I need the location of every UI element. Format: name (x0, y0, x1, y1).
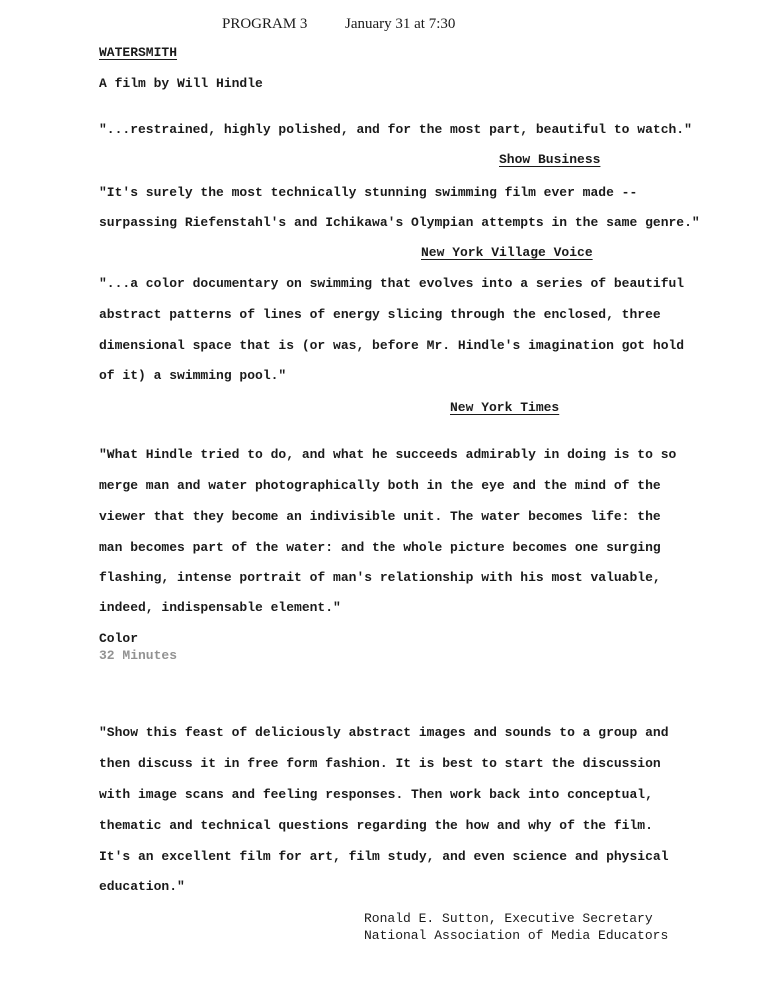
film-color: Color (99, 631, 139, 646)
review-3-line: dimensional space that is (or was, before Mr. Hindle's imagination got hold (99, 338, 685, 353)
program-date: January 31 at 7:30 (345, 16, 456, 32)
recommendation-line: with image scans and feeling responses. Then work back into conceptual, (99, 787, 653, 802)
review-2-source: New York Village Voice (421, 245, 593, 260)
signature-organization: National Association of Media Educators (364, 928, 669, 943)
review-4-line: merge man and water photographically both in the eye and the mind of the (99, 478, 661, 493)
review-4-line: "What Hindle tried to do, and what he succeeds admirably in doing is to so (99, 447, 677, 462)
review-3-line: "...a color documentary on swimming that evolves into a series of beautiful (99, 276, 685, 291)
recommendation-line: It's an excellent film for art, film study, and even science and physical (99, 849, 669, 864)
recommendation-line: then discuss it in free form fashion. It is best to start the discussion (99, 756, 661, 771)
program-number: PROGRAM 3 (222, 16, 308, 32)
review-3-line: abstract patterns of lines of energy slicing through the enclosed, three (99, 307, 661, 322)
signature-name: Ronald E. Sutton, Executive Secretary (364, 911, 653, 926)
review-1-line: "...restrained, highly polished, and for the most part, beautiful to watch." (99, 122, 692, 137)
review-1-source: Show Business (499, 152, 601, 167)
film-byline: A film by Will Hindle (99, 76, 263, 91)
review-3-source: New York Times (450, 400, 560, 415)
film-duration: 32 Minutes (99, 648, 178, 663)
recommendation-line: thematic and technical questions regarding the how and why of the film. (99, 818, 653, 833)
review-2-line: "It's surely the most technically stunning swimming film ever made -- (99, 185, 638, 200)
review-2-line: surpassing Riefenstahl's and Ichikawa's Olympian attempts in the same genre." (99, 215, 700, 230)
film-title: WATERSMITH (99, 45, 178, 60)
review-3-line: of it) a swimming pool." (99, 368, 287, 383)
review-4-line: flashing, intense portrait of man's relationship with his most valuable, (99, 570, 661, 585)
review-4-line: viewer that they become an indivisible unit. The water becomes life: the (99, 509, 661, 524)
review-4-line: man becomes part of the water: and the whole picture becomes one surging (99, 540, 661, 555)
recommendation-line: education." (99, 879, 185, 894)
recommendation-line: "Show this feast of deliciously abstract images and sounds to a group and (99, 725, 669, 740)
review-4-line: indeed, indispensable element." (99, 600, 341, 615)
